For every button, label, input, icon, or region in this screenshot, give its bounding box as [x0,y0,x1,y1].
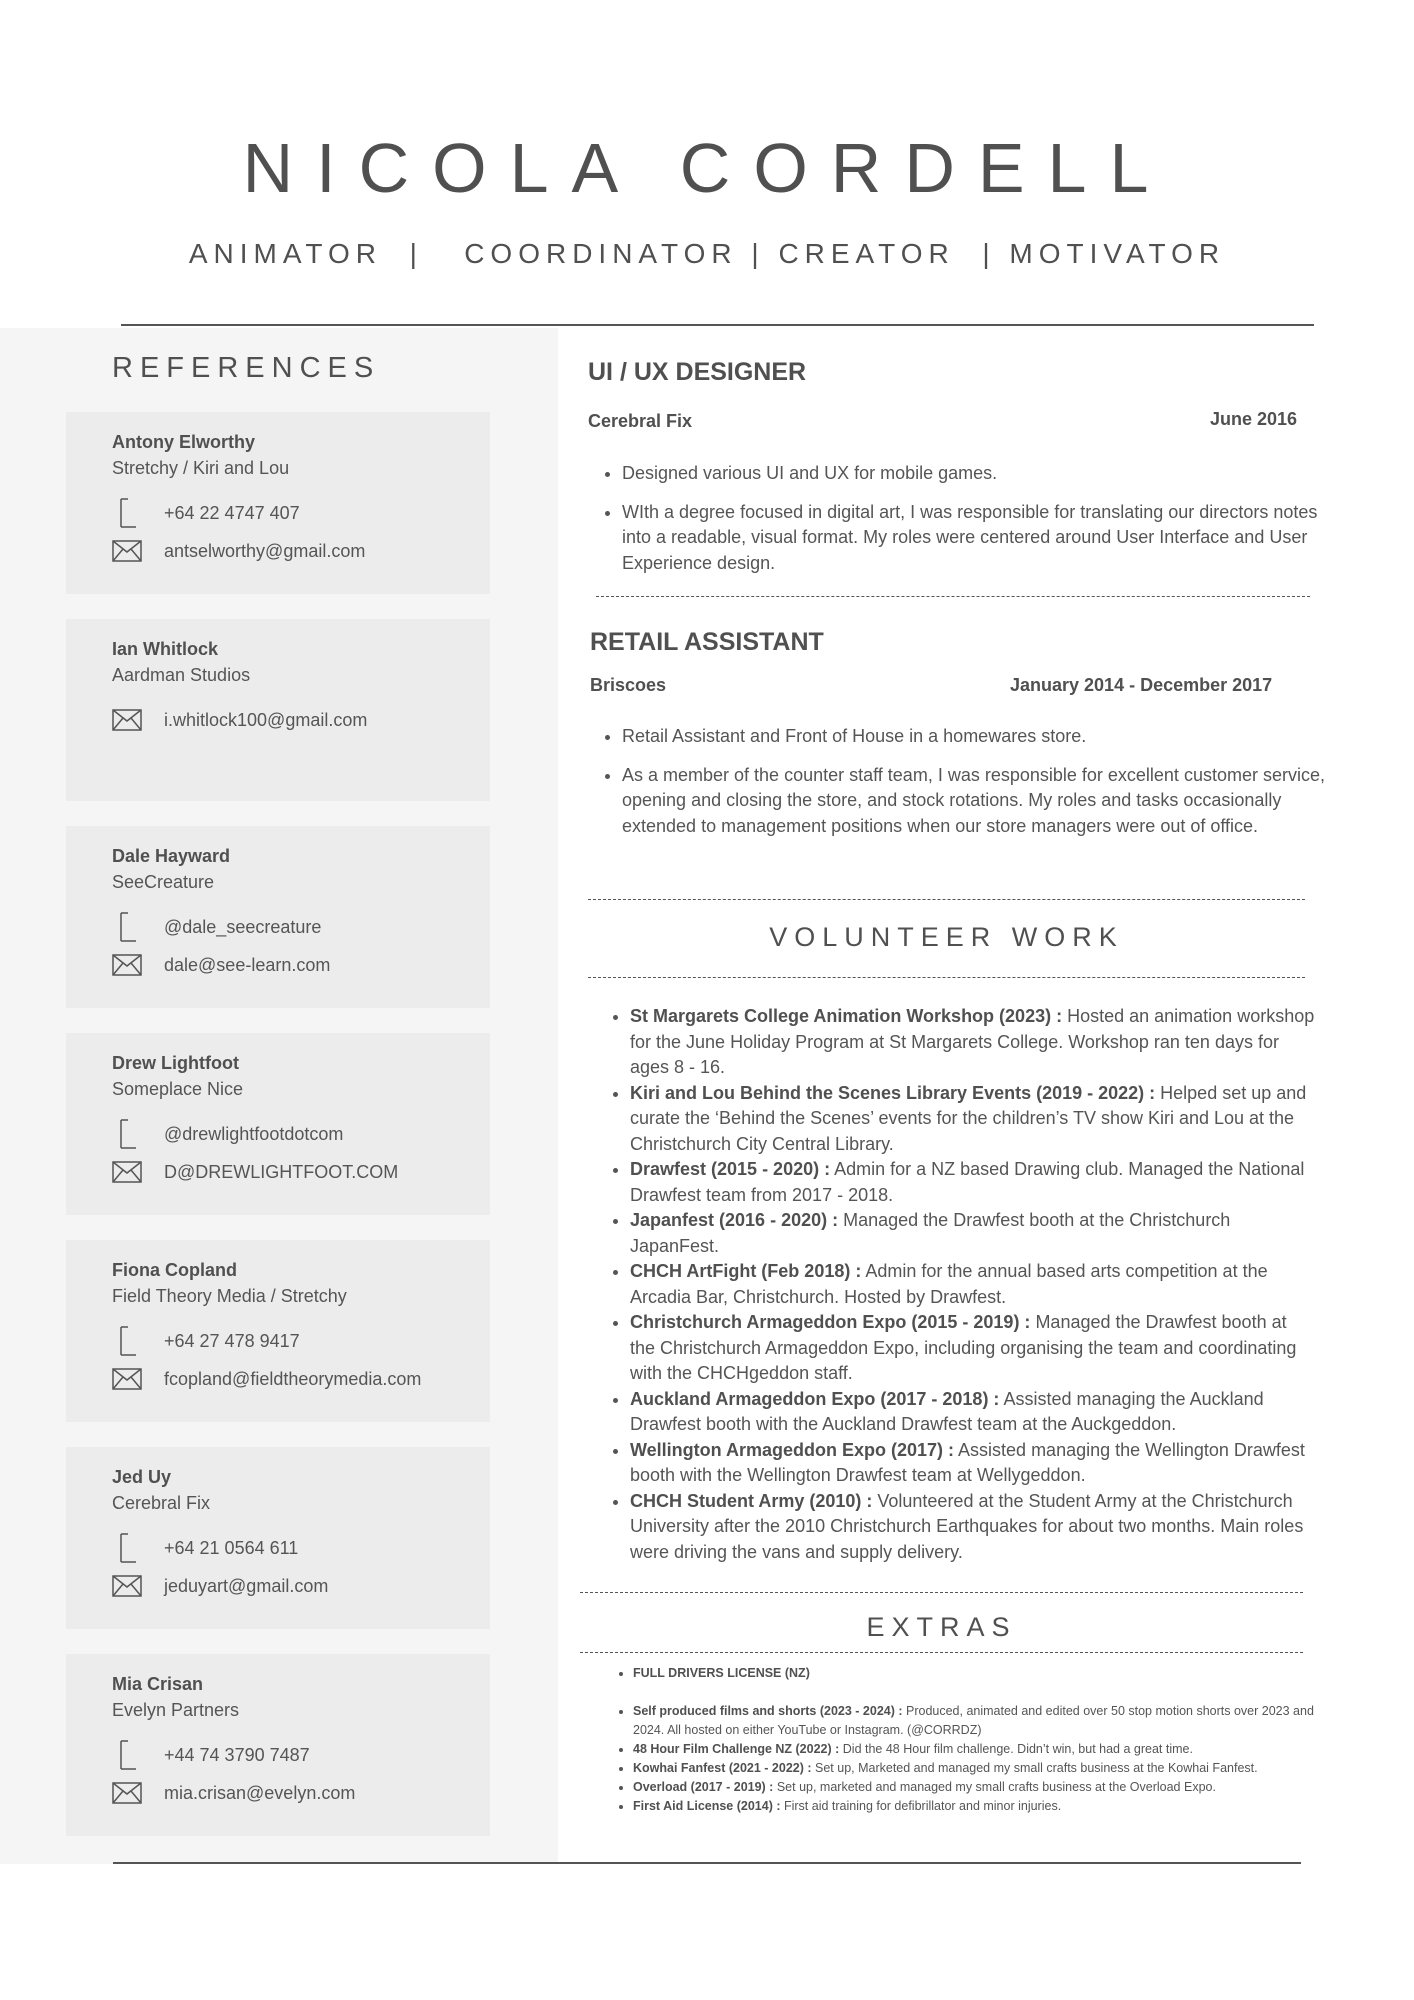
job-duties-list [590,724,1340,852]
envelope-icon [112,1159,142,1185]
envelope-icon [112,952,142,978]
reference-name: Fiona Copland [112,1260,237,1280]
reference-phone-text: @dale_seecreature [164,916,322,937]
job-company: Cerebral Fix [588,411,693,431]
envelope-icon [112,707,142,733]
list-item [630,1438,1315,1489]
list-item [633,1740,1333,1759]
reference-phone-text: +44 74 3790 7487 [164,1744,310,1765]
dashed-divider [580,1652,1303,1653]
tagline: ANIMATOR | COORDINATOR | CREATOR | MOTIVATOR [188,238,1226,269]
list-item [630,1310,1315,1387]
reference-organisation: Aardman Studios [112,665,251,685]
envelope-icon [112,1573,142,1599]
reference-card [66,1240,490,1422]
reference-email-text: D@DREWLIGHTFOOT.COM [164,1161,399,1182]
item-text: Volunteered at the Student Army at the Christchurch University after the 2010 Christchurch Earthquakes for about two months. Main roles were driving the vans and supply delivery. [630,1490,1304,1562]
reference-phone [112,498,300,528]
reference-organisation: Cerebral Fix [112,1493,211,1513]
reference-card [66,1654,490,1836]
reference-phone [112,1119,343,1149]
dashed-divider [588,899,1305,900]
phone-icon [112,1121,142,1147]
reference-phone-text: @drewlightfootdotcom [164,1123,344,1144]
item-text: Set up, Marketed and managed my small crafts business at the Kowhai Fanfest. [811,1761,1258,1775]
header-divider [121,324,1314,326]
envelope-icon [112,538,142,564]
reference-name: Antony Elworthy [112,432,255,452]
item-title: CHCH ArtFight (Feb 2018) : [630,1261,862,1281]
item-title: Christchurch Armageddon Expo (2015 - 2019) : [630,1312,1031,1332]
item-text: Managed the Drawfest booth at the Christchurch Armageddon Expo, including organising the team and coordinating with the CHCHgeddon staff. [630,1312,1297,1383]
item-title: 48 Hour Film Challenge NZ (2022) : [633,1742,840,1756]
reference-phone [112,1326,300,1356]
reference-email [112,1364,421,1394]
list-item [630,1259,1315,1310]
job-title: UI / UX DESIGNER [588,358,807,386]
dashed-divider [580,1592,1303,1593]
reference-phone-text: +64 21 0564 611 [164,1537,299,1558]
reference-card [66,412,490,594]
reference-name: Jed Uy [112,1467,172,1487]
reference-organisation: Someplace Nice [112,1079,244,1099]
reference-email-text: fcopland@fieldtheorymedia.com [164,1368,422,1389]
job-title: RETAIL ASSISTANT [590,628,824,656]
list-item [630,1208,1315,1259]
reference-email [112,1571,328,1601]
item-title: Kowhai Fanfest (2021 - 2022) : [633,1761,812,1775]
reference-organisation: Evelyn Partners [112,1700,240,1720]
reference-card [66,826,490,1008]
item-text: Managed the Drawfest booth at the Christchurch JapanFest. [630,1210,1231,1256]
job-company: Briscoes [590,675,667,695]
phone-icon [112,1742,142,1768]
reference-email [112,950,330,980]
footer-divider [113,1862,1301,1864]
reference-name: Drew Lightfoot [112,1053,239,1073]
extras-heading: EXTRAS [866,1612,1017,1642]
list-item [630,1489,1315,1566]
item-title: Self produced films and shorts (2023 - 2024) : [633,1704,903,1718]
reference-email [112,536,365,566]
item-text: First aid training for defibrillator and minor injuries. [780,1799,1062,1813]
reference-card [66,619,490,801]
item-title: St Margarets College Animation Workshop (2023) : [630,1006,1063,1026]
item-title: Drawfest (2015 - 2020) : [630,1159,831,1179]
dashed-divider [588,977,1305,978]
list-item [633,1778,1333,1797]
reference-organisation: Field Theory Media / Stretchy [112,1286,347,1306]
list-item [633,1759,1333,1778]
item-text: Assisted managing the Wellington Drawfest booth with the Wellington Drawfest team at Wellygeddon. [630,1439,1305,1485]
reference-organisation: SeeCreature [112,872,215,892]
reference-email [112,705,367,735]
item-text: Did the 48 Hour film challenge. Didn’t win, but had a great time. [839,1742,1193,1756]
reference-email-text: dale@see-learn.com [164,954,331,975]
reference-email-text: jeduyart@gmail.com [164,1575,329,1596]
item-title: Kiri and Lou Behind the Scenes Library Events (2019 - 2022) : [630,1082,1156,1103]
item-text: Admin for the annual based arts competition at the Arcadia Bar, Christchurch. Hosted by Drawfest. [630,1261,1268,1307]
list-item: • Retail Assistant and Front of House in a homewares store. [622,724,1340,750]
list-item [630,1081,1315,1158]
item-text: Helped set up and curate the ‘Behind the Scenes’ events for the children’s TV show Kiri and Lou at the Christchurch City Central Library. [630,1082,1307,1154]
reference-organisation: Stretchy / Kiri and Lou [112,458,290,478]
phone-icon [112,1328,142,1354]
references-heading: REFERENCES [112,352,381,384]
list-item [633,1797,1333,1816]
extras-list [580,1702,1333,1816]
item-text: Admin for a NZ based Drawing club. Managed the National Drawfest team from 2017 - 2018. [630,1159,1305,1205]
item-text: Produced, animated and edited over 50 stop motion shorts over 2023 and 2024. All hosted on either YouTube or Instagram. (@CORRDZ) [633,1704,1314,1737]
item-title: Wellington Armageddon Expo (2017) : [630,1439,955,1460]
reference-email-text: i.whitlock100@gmail.com [164,709,368,730]
item-text: Hosted an animation workshop for the June Holiday Program at St Margarets College. Workshop ran ten days for ages 8 - 16. [630,1006,1315,1077]
phone-icon [112,914,142,940]
reference-phone [112,1533,298,1563]
envelope-icon [112,1366,142,1392]
item-title: Overload (2017 - 2019) : [633,1780,774,1794]
reference-name: Dale Hayward [112,846,231,866]
item-title: CHCH Student Army (2010) : [630,1490,873,1511]
reference-card [66,1033,490,1215]
list-item: • Designed various UI and UX for mobile games. [622,461,1340,487]
list-item [630,1387,1315,1438]
reference-email-text: antselworthy@gmail.com [164,540,366,561]
list-item: • As a member of the counter staff team, I was responsible for excellent customer service, opening and closing the store, and stock rotations. My roles and tasks occasionally extended to management positions when our store managers were out of office. [622,763,1340,840]
list-item [633,1664,1333,1683]
reference-name: Mia Crisan [112,1674,204,1694]
extras-license-list [580,1664,1333,1683]
list-item [630,1004,1315,1081]
reference-phone [112,912,321,942]
reference-phone-text: +64 22 4747 407 [164,502,300,523]
dashed-divider [596,596,1310,597]
candidate-name: NICOLA CORDELL [242,129,1172,207]
reference-email [112,1157,398,1187]
license-text: FULL DRIVERS LICENSE (NZ) [633,1666,810,1680]
reference-email-text: mia.crisan@evelyn.com [164,1782,356,1803]
volunteer-heading: VOLUNTEER WORK [769,922,1124,952]
reference-name: Ian Whitlock [112,639,219,659]
item-text: Assisted managing the Auckland Drawfest booth with the Auckland Drawfest team at the Auckgeddon. [630,1388,1264,1434]
list-item: • WIth a degree focused in digital art, I was responsible for translating our directors notes into a readable, visual format. My roles were centered around User Interface and User Experience design. [622,500,1340,577]
volunteer-list [588,1004,1315,1565]
item-title: Japanfest (2016 - 2020) : [630,1210,839,1230]
list-item [630,1157,1315,1208]
phone-icon [112,1535,142,1561]
item-title: Auckland Armageddon Expo (2017 - 2018) : [630,1388,1000,1409]
item-text: Set up, marketed and managed my small crafts business at the Overload Expo. [773,1780,1216,1794]
phone-icon [112,500,142,526]
envelope-icon [112,1780,142,1806]
job-date: January 2014 - December 2017 [1010,675,1273,695]
reference-email [112,1778,355,1808]
job-date: June 2016 [1210,409,1298,429]
job-duties-list [590,461,1340,589]
item-title: First Aid License (2014) : [633,1799,781,1813]
reference-phone [112,1740,310,1770]
reference-phone-text: +64 27 478 9417 [164,1330,300,1351]
list-item [633,1702,1333,1740]
reference-card [66,1447,490,1629]
